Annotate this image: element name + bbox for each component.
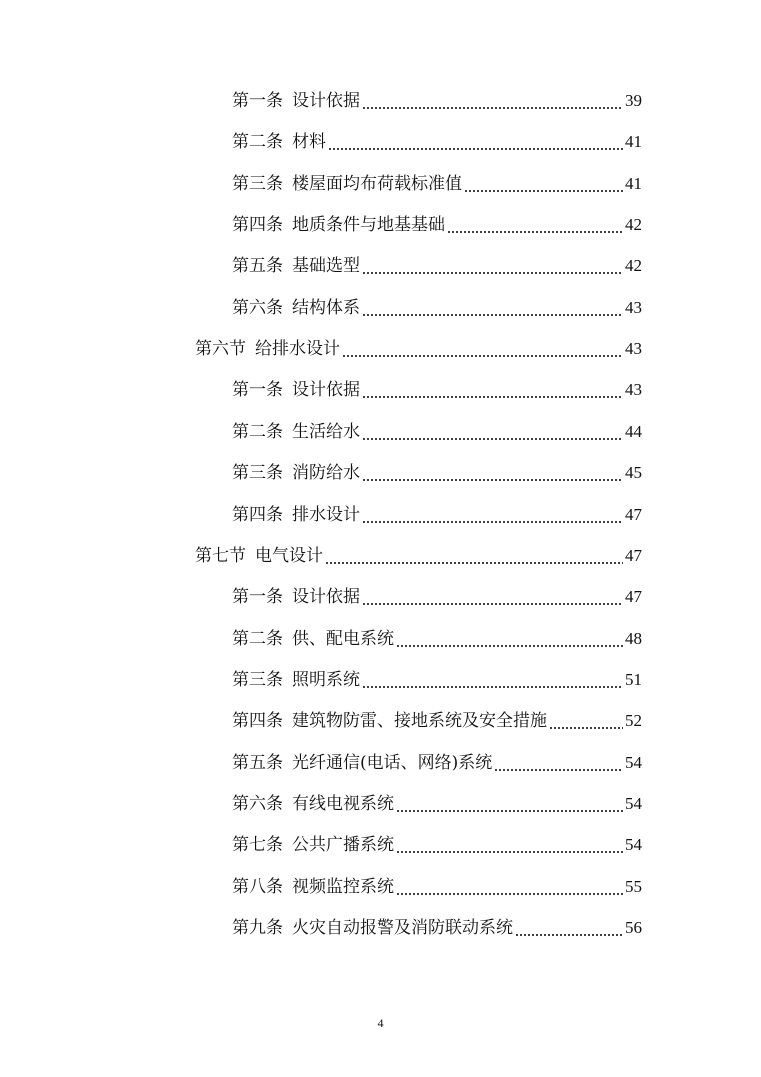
- toc-entry[interactable]: [232, 295, 642, 321]
- toc-entry-number: 第三条: [232, 669, 283, 690]
- toc-entry[interactable]: [232, 915, 642, 941]
- toc-entry-title: 消防给水: [292, 463, 360, 484]
- toc-leader-dots: [325, 547, 623, 565]
- toc-entry-page: 44: [625, 421, 642, 441]
- toc-leader-dots: [494, 754, 623, 772]
- toc-leader-dots: [362, 506, 623, 524]
- toc-entry-page: 56: [625, 918, 642, 937]
- toc-entry-page: 41: [625, 173, 642, 193]
- toc-entry-title: 有线电视系统: [292, 793, 394, 814]
- toc-entry-page: 54: [625, 752, 642, 772]
- toc-entry-page: 39: [625, 91, 642, 110]
- toc-entry[interactable]: [232, 708, 642, 734]
- toc-entry-number: 第二条: [232, 421, 283, 442]
- toc-entry-title: 给排水设计: [255, 339, 340, 360]
- toc-entry-page: 43: [625, 380, 642, 400]
- toc-leader-dots: [362, 299, 623, 317]
- toc-leader-dots: [362, 588, 623, 606]
- toc-entry-title: 设计依据: [292, 380, 360, 401]
- toc-entry-number: 第七条: [232, 835, 283, 856]
- toc-entry-page: 47: [625, 587, 642, 607]
- toc-entry-page: 43: [625, 297, 642, 317]
- toc-entry-title: 建筑物防雷、接地系统及安全措施: [292, 711, 547, 732]
- toc-entry-page: 52: [625, 711, 642, 731]
- toc-entry[interactable]: [232, 584, 642, 610]
- toc-entry-number: 第一条: [232, 587, 283, 608]
- toc-entry-page: 54: [625, 793, 642, 813]
- toc-entry-number: 第五条: [232, 752, 283, 773]
- toc-entry-number: 第四条: [232, 504, 283, 525]
- toc-entry[interactable]: [232, 460, 642, 486]
- toc-entry-title: 结构体系: [292, 297, 360, 318]
- toc-entry-title: 电气设计: [255, 545, 323, 566]
- toc-entry-title: 公共广播系统: [292, 835, 394, 856]
- toc-leader-dots: [515, 919, 623, 937]
- toc-leader-dots: [362, 381, 623, 399]
- toc-entry-page: 51: [625, 669, 642, 689]
- toc-entry-number: 第四条: [232, 711, 283, 732]
- toc-leader-dots: [362, 464, 623, 482]
- toc-entry-number: 第六条: [232, 793, 283, 814]
- toc-leader-dots: [447, 216, 623, 234]
- page-footer-number: 4: [377, 1016, 384, 1030]
- toc-entry-page: 45: [625, 463, 642, 483]
- toc-entry-title: 基础选型: [292, 256, 360, 277]
- toc-leader-dots: [396, 795, 623, 813]
- toc-section-entry[interactable]: [195, 543, 642, 569]
- toc-entry-number: 第八条: [232, 876, 283, 897]
- toc-entry[interactable]: [232, 88, 642, 114]
- toc-entry-title: 供、配电系统: [292, 628, 394, 649]
- toc-leader-dots: [342, 340, 623, 358]
- toc-entry[interactable]: [232, 626, 642, 652]
- toc-entry[interactable]: [232, 832, 642, 858]
- toc-leader-dots: [464, 175, 623, 193]
- toc-entry-number: 第三条: [232, 463, 283, 484]
- toc-leader-dots: [362, 92, 623, 110]
- toc-entry[interactable]: [232, 419, 642, 445]
- toc-entry-page: 41: [625, 132, 642, 152]
- toc-entry[interactable]: [232, 377, 642, 403]
- toc-entry-page: 43: [625, 339, 642, 359]
- toc-leader-dots: [328, 133, 623, 151]
- toc-entry-title: 照明系统: [292, 669, 360, 690]
- toc-entry-title: 地质条件与地基基础: [292, 215, 445, 236]
- toc-entry-number: 第一条: [232, 91, 283, 111]
- toc-entry-page: 47: [625, 545, 642, 565]
- toc-entry[interactable]: [232, 212, 642, 238]
- toc-leader-dots: [396, 836, 623, 854]
- toc-leader-dots: [396, 630, 623, 648]
- toc-entry-page: 47: [625, 504, 642, 524]
- toc-leader-dots: [362, 671, 623, 689]
- toc-entry[interactable]: [232, 171, 642, 197]
- toc-entry-title: 设计依据: [292, 587, 360, 608]
- toc-entry[interactable]: [232, 791, 642, 817]
- toc-entry-title: 视频监控系统: [292, 876, 394, 897]
- toc-entry-title: 排水设计: [292, 504, 360, 525]
- toc-entry-number: 第九条: [232, 918, 283, 938]
- toc-entry-page: 42: [625, 215, 642, 235]
- toc-leader-dots: [362, 257, 623, 275]
- toc-entry-number: 第五条: [232, 256, 283, 277]
- toc-entry-title: 生活给水: [292, 421, 360, 442]
- toc-entry-page: 55: [625, 876, 642, 896]
- toc-entry-number: 第六节: [195, 339, 246, 360]
- toc-entry[interactable]: [232, 502, 642, 528]
- toc-entry-page: 42: [625, 256, 642, 276]
- toc-entry-number: 第一条: [232, 380, 283, 401]
- toc-leader-dots: [362, 423, 623, 441]
- toc-entry-number: 第六条: [232, 297, 283, 318]
- toc-entry-title: 火灾自动报警及消防联动系统: [292, 918, 513, 938]
- toc-entry-number: 第二条: [232, 628, 283, 649]
- toc-leader-dots: [549, 712, 623, 730]
- toc-entry-page: 54: [625, 835, 642, 855]
- toc-entry-number: 第四条: [232, 215, 283, 236]
- toc-entry-title: 光纤通信(电话、网络)系统: [292, 752, 493, 773]
- toc-entry-number: 第七节: [195, 545, 246, 566]
- toc-entry[interactable]: [232, 874, 642, 900]
- toc-entry[interactable]: [232, 750, 642, 776]
- toc-entry-number: 第二条: [232, 132, 283, 153]
- toc-entry[interactable]: [232, 129, 642, 155]
- toc-entry-page: 48: [625, 628, 642, 648]
- toc-entry[interactable]: [232, 667, 642, 693]
- toc-entry-title: 设计依据: [292, 91, 360, 111]
- toc-section-entry[interactable]: [195, 336, 642, 362]
- toc-entry[interactable]: [232, 253, 642, 279]
- toc-leader-dots: [396, 878, 623, 896]
- toc-entry-title: 楼屋面均布荷载标准值: [292, 173, 462, 194]
- toc-entry-number: 第三条: [232, 173, 283, 194]
- toc-entry-title: 材料: [292, 132, 326, 153]
